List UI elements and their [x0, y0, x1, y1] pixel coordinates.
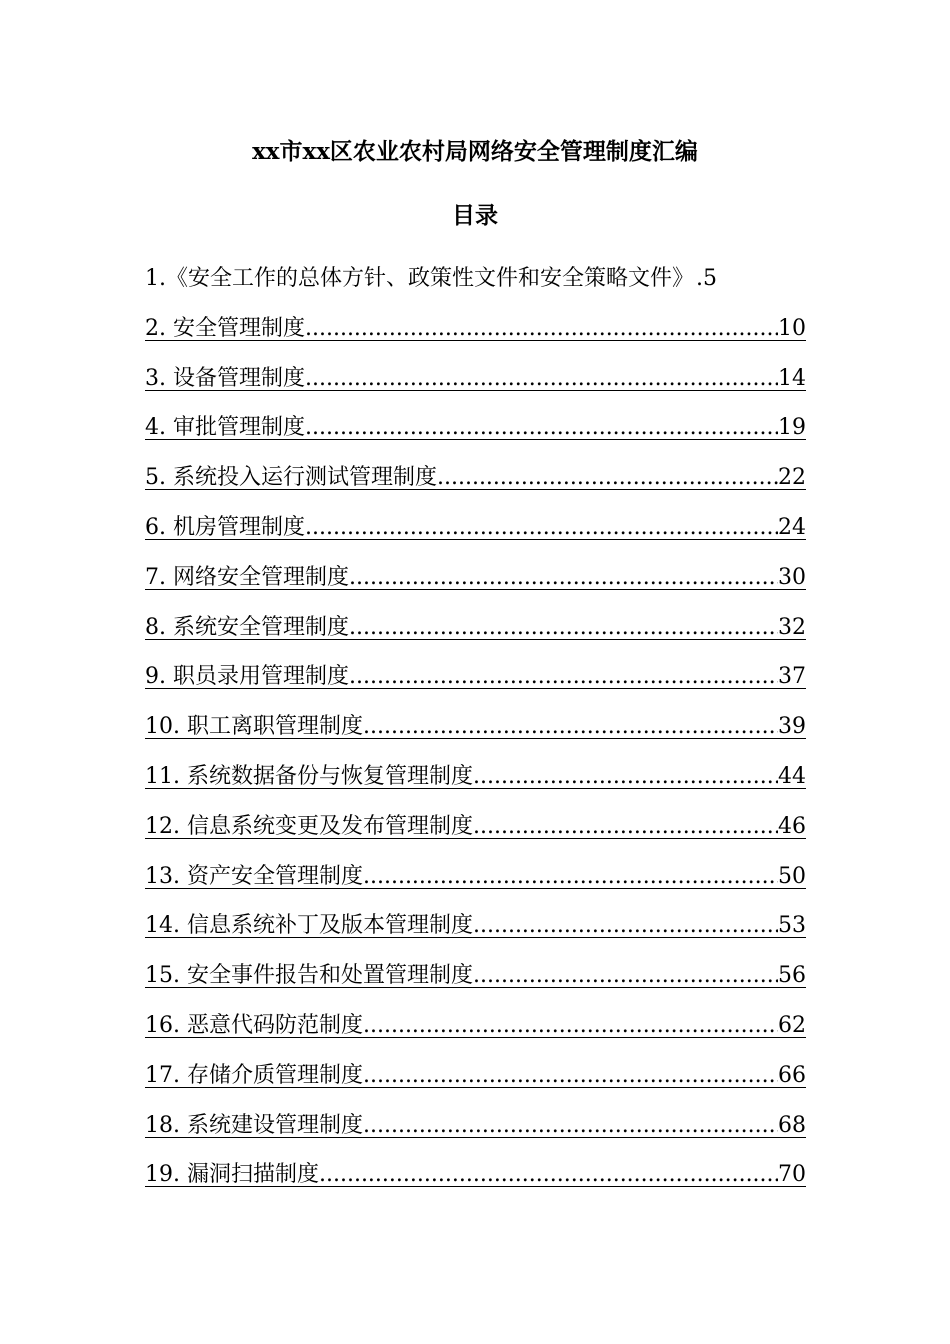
toc-entry-page: 37	[778, 664, 806, 690]
toc-entry-page: 19	[778, 415, 806, 441]
toc-leader-dots	[363, 1059, 778, 1093]
toc-entry[interactable]	[145, 312, 806, 362]
toc-entry-label: 3. 设备管理制度	[145, 365, 305, 391]
toc-entry[interactable]	[145, 710, 806, 760]
toc-entry[interactable]	[145, 1109, 806, 1159]
toc-entry-label: 10. 职工离职管理制度	[145, 714, 363, 740]
toc-leader-dots	[363, 1009, 778, 1043]
toc-entry-label: 5. 系统投入运行测试管理制度	[145, 465, 437, 491]
toc-entry-page: 68	[778, 1112, 806, 1138]
toc-entry-label: 11. 系统数据备份与恢复管理制度	[145, 763, 473, 789]
toc-entry-page: 44	[778, 763, 806, 789]
toc-entry[interactable]	[145, 810, 806, 860]
toc-entry[interactable]	[145, 262, 806, 312]
toc-leader-dots	[437, 461, 778, 495]
toc-entry[interactable]	[145, 959, 806, 1009]
toc-heading: 目录	[452, 202, 498, 229]
toc-leader-dots	[349, 611, 778, 645]
toc-entry-label: 14. 信息系统补丁及版本管理制度	[145, 913, 473, 939]
toc-entry-page: 32	[778, 614, 806, 640]
toc-entry-page: 10	[778, 315, 806, 341]
toc-leader-dots	[473, 959, 778, 993]
toc-entry-page: 56	[778, 963, 806, 989]
toc-entry[interactable]	[145, 860, 806, 910]
toc-entry-page: 24	[778, 514, 806, 540]
toc-leader-dots	[305, 511, 778, 545]
toc-entry-page: 14	[778, 365, 806, 391]
toc-entry-label: 17. 存储介质管理制度	[145, 1062, 363, 1088]
toc-entry-page: 22	[778, 465, 806, 491]
toc-leader-dots	[473, 810, 778, 844]
toc-leader-dots	[363, 710, 778, 744]
toc-leader-dots	[363, 860, 778, 894]
toc-leader-dots	[305, 411, 778, 445]
toc-entry-page: 70	[778, 1162, 806, 1188]
toc-entry-label: 12. 信息系统变更及发布管理制度	[145, 813, 473, 839]
toc-leader-dots	[305, 362, 778, 396]
toc-leader-dots	[473, 760, 778, 794]
toc-entry[interactable]	[145, 909, 806, 959]
toc-entry[interactable]	[145, 561, 806, 611]
toc-leader-dots	[694, 262, 703, 296]
toc-entry-label: 7. 网络安全管理制度	[145, 564, 349, 590]
toc-entry-label: 9. 职员录用管理制度	[145, 664, 349, 690]
toc-entry[interactable]	[145, 511, 806, 561]
toc-entry-page: 53	[778, 913, 806, 939]
toc-entry-label: 16. 恶意代码防范制度	[145, 1012, 363, 1038]
toc-leader-dots	[349, 660, 778, 694]
toc-entry-page: 66	[778, 1062, 806, 1088]
toc-entry[interactable]	[145, 461, 806, 511]
toc-entry[interactable]	[145, 1158, 806, 1208]
toc-entry[interactable]	[145, 611, 806, 661]
toc-entry-label: 6. 机房管理制度	[145, 514, 305, 540]
toc-leader-dots	[349, 561, 778, 595]
toc-entry-label: 19. 漏洞扫描制度	[145, 1162, 319, 1188]
toc-entry-label: 2. 安全管理制度	[145, 315, 305, 341]
toc-entry-page: 62	[778, 1012, 806, 1038]
toc-entry[interactable]	[145, 362, 806, 412]
toc-entry-label: 13. 资产安全管理制度	[145, 863, 363, 889]
toc-entry-label: 18. 系统建设管理制度	[145, 1112, 363, 1138]
toc-leader-dots	[473, 909, 778, 943]
toc-entry-label: 8. 系统安全管理制度	[145, 614, 349, 640]
toc-entry-page: 46	[778, 813, 806, 839]
toc-leader-dots	[363, 1109, 778, 1143]
toc-entry-page: 30	[778, 564, 806, 590]
toc-leader-dots	[319, 1158, 778, 1192]
toc-entry[interactable]	[145, 1059, 806, 1109]
toc-entry[interactable]	[145, 1009, 806, 1059]
toc-entry-label: 4. 审批管理制度	[145, 415, 305, 441]
toc-entry[interactable]	[145, 660, 806, 710]
toc-leader-dots	[305, 312, 778, 346]
toc-entry[interactable]	[145, 760, 806, 810]
toc-entry-page: 50	[778, 863, 806, 889]
toc-entry-page: 39	[778, 714, 806, 740]
document-title: xx市xx区农业农村局网络安全管理制度汇编	[252, 138, 698, 165]
toc-entry-label: 15. 安全事件报告和处置管理制度	[145, 963, 473, 989]
toc-entry-label: 1.《安全工作的总体方针、政策性文件和安全策略文件》	[145, 266, 694, 291]
toc-entry-page: 5	[703, 266, 717, 291]
table-of-contents	[145, 262, 806, 1208]
toc-entry[interactable]	[145, 411, 806, 461]
